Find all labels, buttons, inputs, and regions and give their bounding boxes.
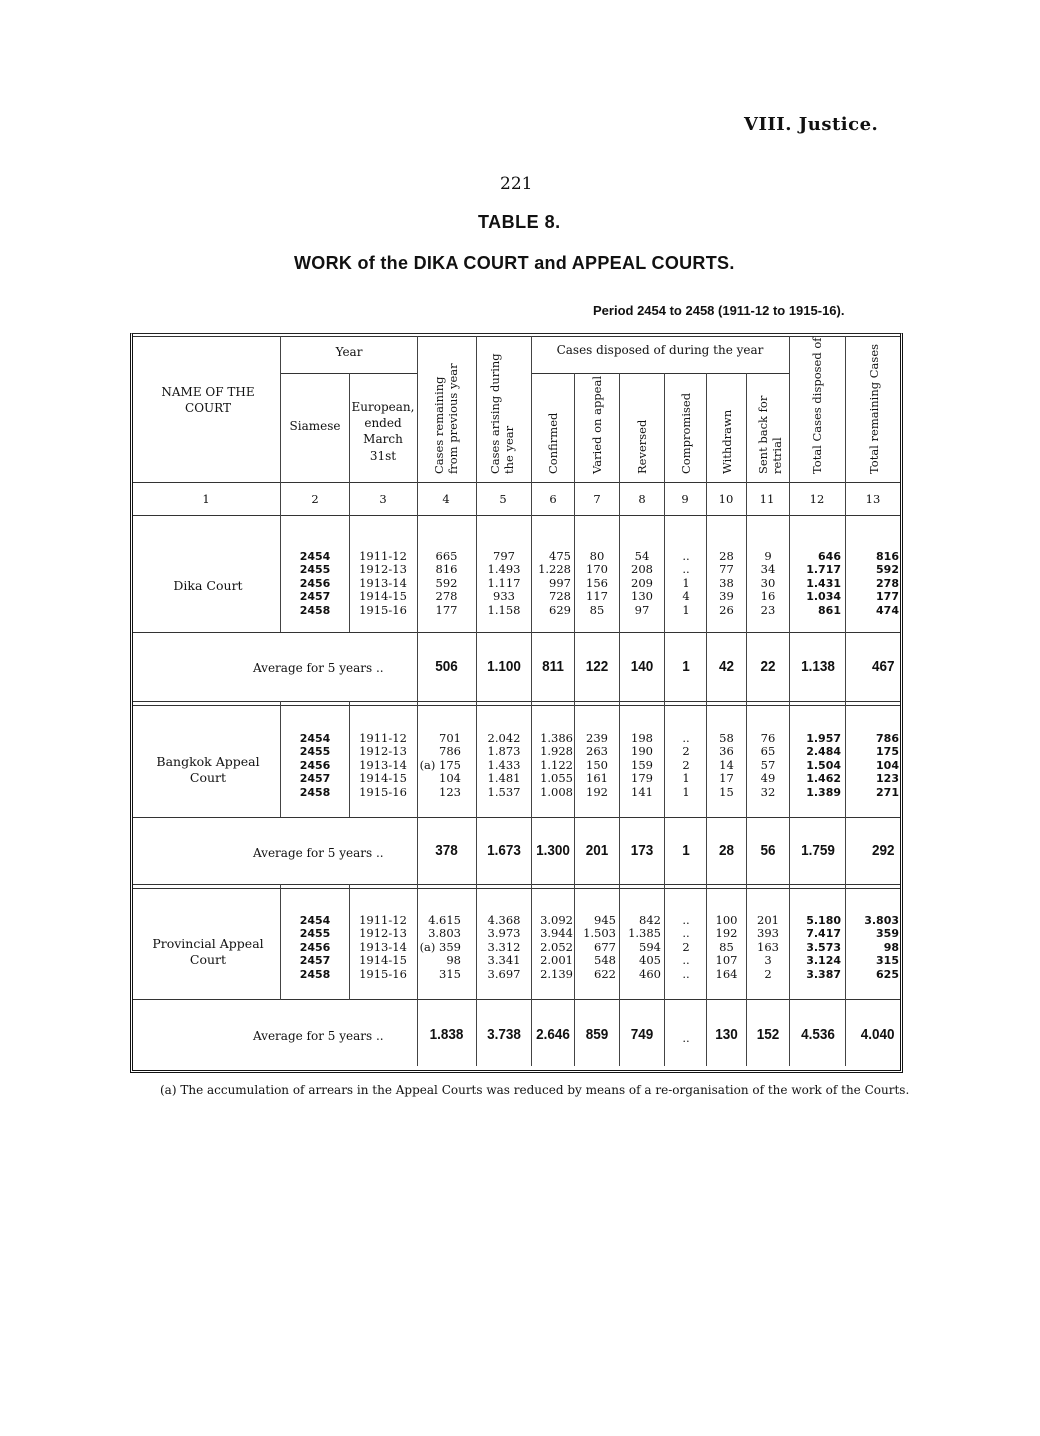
page-number: 221 [500,174,533,194]
provincial-avg-compromised: .. [682,1031,690,1045]
court-name-dika: Dika Court [173,578,243,593]
justice-table [130,333,903,1073]
provincial-arising: 4.368 3.973 3.312 3.341 3.697 [487,913,521,981]
provincial-european-years: 1911-12 1912-13 1913-14 1914-15 1915-16 [359,913,407,981]
bangkok-siamese-years: 2454 2455 2456 2457 2458 [299,732,331,799]
dika-total-remaining: 816 592 278 177 474 [876,550,899,617]
dika-european-years: 1911-12 1912-13 1913-14 1914-15 1915-16 [359,549,407,617]
bangkok-avg-total-disposed: 1.759 [801,842,835,859]
header-siamese: Siamese [289,419,341,433]
provincial-avg-reversed: 749 [630,1026,654,1043]
dika-avg-withdrawn: 42 [718,658,735,675]
bangkok-remaining-prev: 701 786 (a) 175 104 123 [419,731,461,799]
header-compromised: Compromised [679,392,693,474]
dika-reversed: 54 208 209 130 97 [631,549,653,617]
table-number: TABLE 8. [478,212,561,232]
provincial-siamese-years: 2454 2455 2456 2457 2458 [299,914,331,981]
header-cases-remaining-prev: Cases remaining from previous year [432,363,461,474]
column-number: 7 [593,492,601,506]
dika-avg-total-disposed: 1.138 [801,658,835,675]
column-number: 13 [865,492,881,506]
bangkok-compromised: .. 2 2 1 1 [682,731,690,799]
dika-arising: 797 1.493 1.117 933 1.158 [487,549,521,617]
dika-remaining-prev: 665 816 592 278 177 [435,549,458,617]
dika-avg-confirmed: 811 [542,658,564,675]
header-withdrawn: Withdrawn [720,409,734,474]
court-name-provincial: Provincial Appeal Court [152,936,264,967]
column-number: 11 [759,492,775,506]
bangkok-withdrawn: 58 36 14 17 15 [719,731,734,799]
provincial-avg-remaining: 1.838 [429,1026,464,1043]
bangkok-avg-confirmed: 1.300 [536,842,570,859]
bangkok-avg-compromised: 1 [682,842,690,859]
footnote: (a) The accumulation of arrears in the Appeal Courts was reduced by means of a re-organisation of the work of the Courts. [160,1083,910,1097]
bangkok-reversed: 198 190 159 179 141 [631,731,653,799]
dika-avg-varied: 122 [585,658,609,675]
section-header: VIII. Justice. [744,114,879,135]
header-cases-disposed: Cases disposed of during the year [556,343,764,357]
dika-avg-reversed: 140 [630,658,654,675]
column-number: 4 [442,492,450,506]
bangkok-avg-sent-back: 56 [760,842,776,859]
provincial-avg-total-remaining: 4.040 [860,1026,895,1043]
court-name-bangkok: Bangkok Appeal Court [156,754,260,785]
provincial-avg-confirmed: 2.646 [536,1026,570,1043]
provincial-avg-withdrawn: 130 [715,1026,738,1043]
dika-confirmed: 475 1.228 997 728 629 [538,549,571,617]
dika-siamese-years: 2454 2455 2456 2457 2458 [299,550,331,617]
dika-compromised: .. .. 1 4 1 [682,549,690,617]
column-number: 5 [499,492,507,506]
header-european: European, ended March 31st [351,400,415,463]
provincial-avg-total-disposed: 4.536 [801,1026,835,1043]
bangkok-avg-arising: 1.673 [487,842,521,859]
header-varied: Varied on appeal [590,375,604,474]
provincial-avg-arising: 3.738 [487,1026,521,1043]
bangkok-avg-withdrawn: 28 [718,842,735,859]
period-caption: Period 2454 to 2458 (1911-12 to 1915-16). [593,303,845,318]
bangkok-avg-total-remaining: 292 [871,842,895,859]
column-number: 12 [809,492,825,506]
bangkok-average-label: Average for 5 years .. [253,846,384,860]
provincial-avg-sent-back: 152 [756,1026,780,1043]
bangkok-avg-remaining: 378 [435,842,458,859]
dika-avg-compromised: 1 [682,658,690,675]
header-confirmed: Confirmed [546,412,560,474]
provincial-sent-back: 201 393 163 3 2 [757,913,779,981]
bangkok-avg-varied: 201 [585,842,609,859]
dika-avg-arising: 1.100 [487,658,521,675]
provincial-varied: 945 1.503 677 548 622 [583,913,616,981]
provincial-total-remaining: 3.803 359 98 315 625 [864,914,899,981]
bangkok-european-years: 1911-12 1912-13 1913-14 1914-15 1915-16 [359,731,407,799]
provincial-avg-varied: 859 [585,1026,609,1043]
dika-varied: 80 170 156 117 85 [586,549,608,617]
header-sent-back: Sent back for retrial [756,395,785,474]
column-number: 9 [681,492,689,506]
dika-sent-back: 9 34 30 16 23 [760,549,776,617]
provincial-confirmed: 3.092 3.944 2.052 2.001 2.139 [540,913,573,981]
bangkok-confirmed: 1.386 1.928 1.122 1.055 1.008 [540,731,573,799]
dika-withdrawn: 28 77 38 39 26 [719,549,734,617]
header-year: Year [335,345,363,359]
column-number: 2 [311,492,319,506]
table-title: WORK of the DIKA COURT and APPEAL COURTS. [294,253,735,273]
column-number: 6 [549,492,557,506]
column-number: 10 [718,492,734,506]
bangkok-arising: 2.042 1.873 1.433 1.481 1.537 [487,731,521,799]
provincial-average-label: Average for 5 years .. [253,1029,384,1043]
dika-total-disposed: 646 1.717 1.431 1.034 861 [806,550,841,617]
provincial-withdrawn: 100 192 85 107 164 [715,913,738,981]
column-number: 1 [202,492,210,506]
header-total-disposed: Total Cases disposed of [810,337,824,474]
header-total-remaining: Total remaining Cases [867,343,881,474]
column-number: 3 [379,492,387,506]
bangkok-avg-reversed: 173 [630,842,654,859]
bangkok-varied: 239 263 150 161 192 [586,731,608,799]
dika-avg-total-remaining: 467 [871,658,895,675]
bangkok-total-remaining: 786 175 104 123 271 [876,732,899,799]
header-reversed: Reversed [635,419,649,474]
dika-avg-remaining: 506 [435,658,458,675]
provincial-remaining-prev: 4.615 3.803 (a) 359 98 315 [419,913,461,981]
header-name-of-court: NAME OF THE COURT [161,385,255,416]
dika-average-label: Average for 5 years .. [253,661,384,675]
bangkok-sent-back: 76 65 57 49 32 [760,731,776,799]
provincial-compromised: .. .. 2 .. .. [682,913,690,981]
column-number: 8 [638,492,646,506]
provincial-reversed: 842 1.385 594 405 460 [628,913,661,981]
bangkok-total-disposed: 1.957 2.484 1.504 1.462 1.389 [806,732,841,799]
header-cases-arising: Cases arising during the year [488,353,517,474]
dika-avg-sent-back: 22 [760,658,776,675]
provincial-total-disposed: 5.180 7.417 3.573 3.124 3.387 [806,914,841,981]
